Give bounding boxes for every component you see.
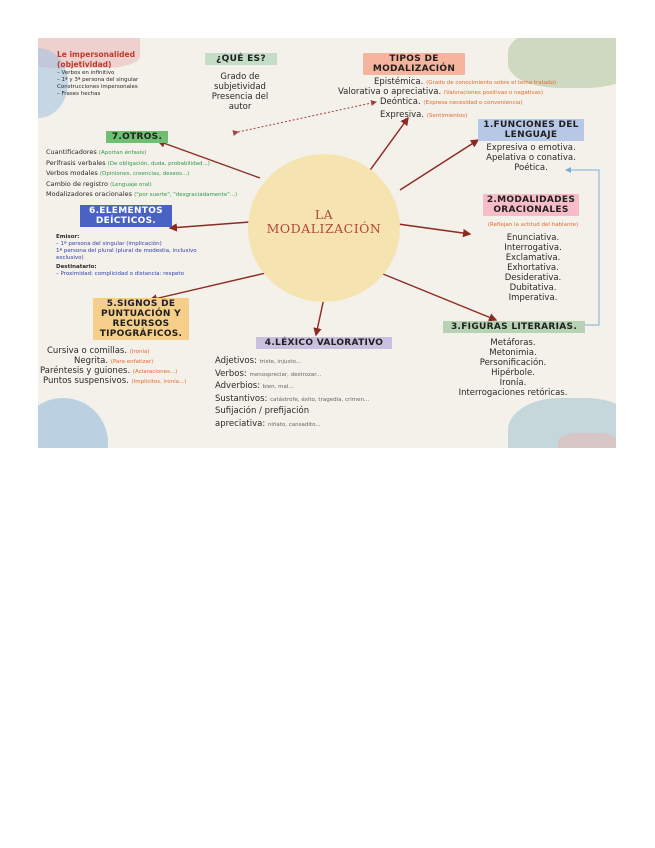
deicticos-body xyxy=(56,234,236,278)
deicticos-dest-label: Destinatario: xyxy=(56,264,97,270)
figuras-item: Metonimia. xyxy=(489,348,537,358)
arrow-to-deicticos xyxy=(170,222,250,228)
modalidades-item: Exclamativa. xyxy=(505,253,561,263)
modalidades-list xyxy=(478,233,588,303)
otros-item: Perífrasis verbales (De obligación, duda, probabilidad...) xyxy=(46,158,210,167)
signos-item: Puntos suspensivos. (Implicitos, ironía...) xyxy=(43,376,187,386)
deicticos-emisor-label: Emisor: xyxy=(56,234,80,240)
center-title xyxy=(248,208,400,236)
otros-list xyxy=(46,148,266,201)
lexico-item: Adjetivos: triste, injusto... xyxy=(215,356,301,366)
funciones-list xyxy=(466,143,596,173)
impersonalidad-block xyxy=(57,50,177,98)
lexico-item: Sufijación / prefijación xyxy=(215,406,310,416)
deicticos-dest-item: – Proximidad: complicidad o distancia: respeto xyxy=(56,271,184,277)
otros-item: Cuantificadores (Aportan énfasis) xyxy=(46,148,147,156)
arrow-to-modalidades xyxy=(398,224,470,234)
otros-item: Cambio de registro (Lenguaje oral) xyxy=(46,179,152,188)
lexico-list xyxy=(215,355,415,430)
deicticos-emisor-item: 1ª persona del plural (plural de modestia, inclusivo xyxy=(56,248,197,254)
impersonalidad-title: Le impersonalided (objetividad) xyxy=(57,50,135,69)
arrow-to-tipos xyxy=(368,118,408,173)
figuras-item: Metáforas. xyxy=(490,338,536,348)
impersonalidad-item: Construcciones impersonales xyxy=(57,84,138,90)
tipos-title: TIPOS DE MODALIZACIÓN xyxy=(363,53,465,75)
que-es-title: ¿QUÉ ES? xyxy=(205,53,277,65)
figuras-item: Ironía. xyxy=(499,378,527,388)
figuras-title: 3.FIGURAS LITERARIAS. xyxy=(443,321,585,333)
funciones-title: 1.FUNCIONES DEL LENGUAJE xyxy=(478,119,584,141)
tipos-item: Deóntica. (Expresa necesidad o conveniencia) xyxy=(380,97,523,107)
tipos-item: Valorativa o apreciativa. (Valoraciones positivas o negativas) xyxy=(338,87,544,97)
modalidades-title: 2.MODALIDADES ORACIONALES xyxy=(483,194,579,216)
figuras-list xyxy=(438,338,588,398)
signos-title: 5.SIGNOS DE PUNTUACIÓN Y RECURSOS TIPOGRÁFICOS. xyxy=(93,298,189,340)
figuras-item: Personificación. xyxy=(479,358,547,368)
signos-item: Negrita. (Para enfatizar) xyxy=(74,356,154,366)
funciones-item: Expresiva o emotiva. xyxy=(486,143,576,153)
signos-item: Paréntesis y guiones. (Aclaraciones...) xyxy=(40,366,178,376)
mind-map-canvas xyxy=(38,38,616,448)
modalidades-item: Dubitativa. xyxy=(509,283,557,293)
que-es-body: Grado de subjetividad Presencia del autor xyxy=(211,72,269,112)
funciones-item: Poética. xyxy=(514,163,548,173)
center-title-line2: MODALIZACIÓN xyxy=(266,221,382,236)
modalidades-item: Exhortativa. xyxy=(507,263,559,273)
lexico-item: apreciativa: niñato, cansadito... xyxy=(215,418,321,429)
impersonalidad-item: – Verbos en infinitivo xyxy=(57,70,115,76)
otros-item: Modalizadores oracionales ("por suerte", "desgraciadamente"...) xyxy=(46,190,238,198)
lexico-item: Adverbios: bien, mal... xyxy=(215,381,294,391)
modalidades-note: (Reflejan la actitud del hablante) xyxy=(487,222,579,228)
deicticos-title: 6.ELEMENTOS DEÍCTICOS. xyxy=(80,205,172,227)
signos-list xyxy=(40,346,230,386)
deicticos-emisor-item: exclusivo) xyxy=(56,255,84,261)
modalidades-item: Desiderativa. xyxy=(504,273,562,283)
tipos-item: Expresiva. (Sentimientos) xyxy=(380,110,468,120)
modalidades-item: Enunciativa. xyxy=(506,233,560,243)
modalidades-item: Imperativa. xyxy=(508,293,558,303)
otros-title: 7.OTROS. xyxy=(106,131,168,143)
arrow-to-lexico xyxy=(316,298,324,335)
figuras-item: Interrogaciones retóricas. xyxy=(458,388,568,398)
impersonalidad-item: – Frases hechas xyxy=(57,91,101,97)
funciones-item: Apelativa o conativa. xyxy=(486,153,576,163)
center-title-line1: LA xyxy=(314,207,334,222)
tipos-item: Epistémica. (Grado de conocimiento sobre el tema tratado) xyxy=(374,77,557,87)
signos-item: Cursiva o comillas. (Ironía) xyxy=(47,346,150,356)
impersonalidad-item: – 1ª y 3ª persona del singular xyxy=(57,77,139,83)
lexico-item: Verbos: menospreciar, destrozar... xyxy=(215,368,322,379)
otros-item: Verbos modales (Opiniones, creencias, deseos...) xyxy=(46,169,190,177)
modalidades-item: Interrogativa. xyxy=(504,243,562,253)
tipos-list xyxy=(338,77,608,120)
deicticos-emisor-item: – 1ª persona del singular (implicación) xyxy=(56,241,162,247)
lexico-title: 4.LÉXICO VALORATIVO xyxy=(256,337,392,349)
lexico-item: Sustantivos: catástrofe, éxito, tragedia, crimen... xyxy=(215,393,370,404)
figuras-item: Hipérbole. xyxy=(491,368,535,378)
